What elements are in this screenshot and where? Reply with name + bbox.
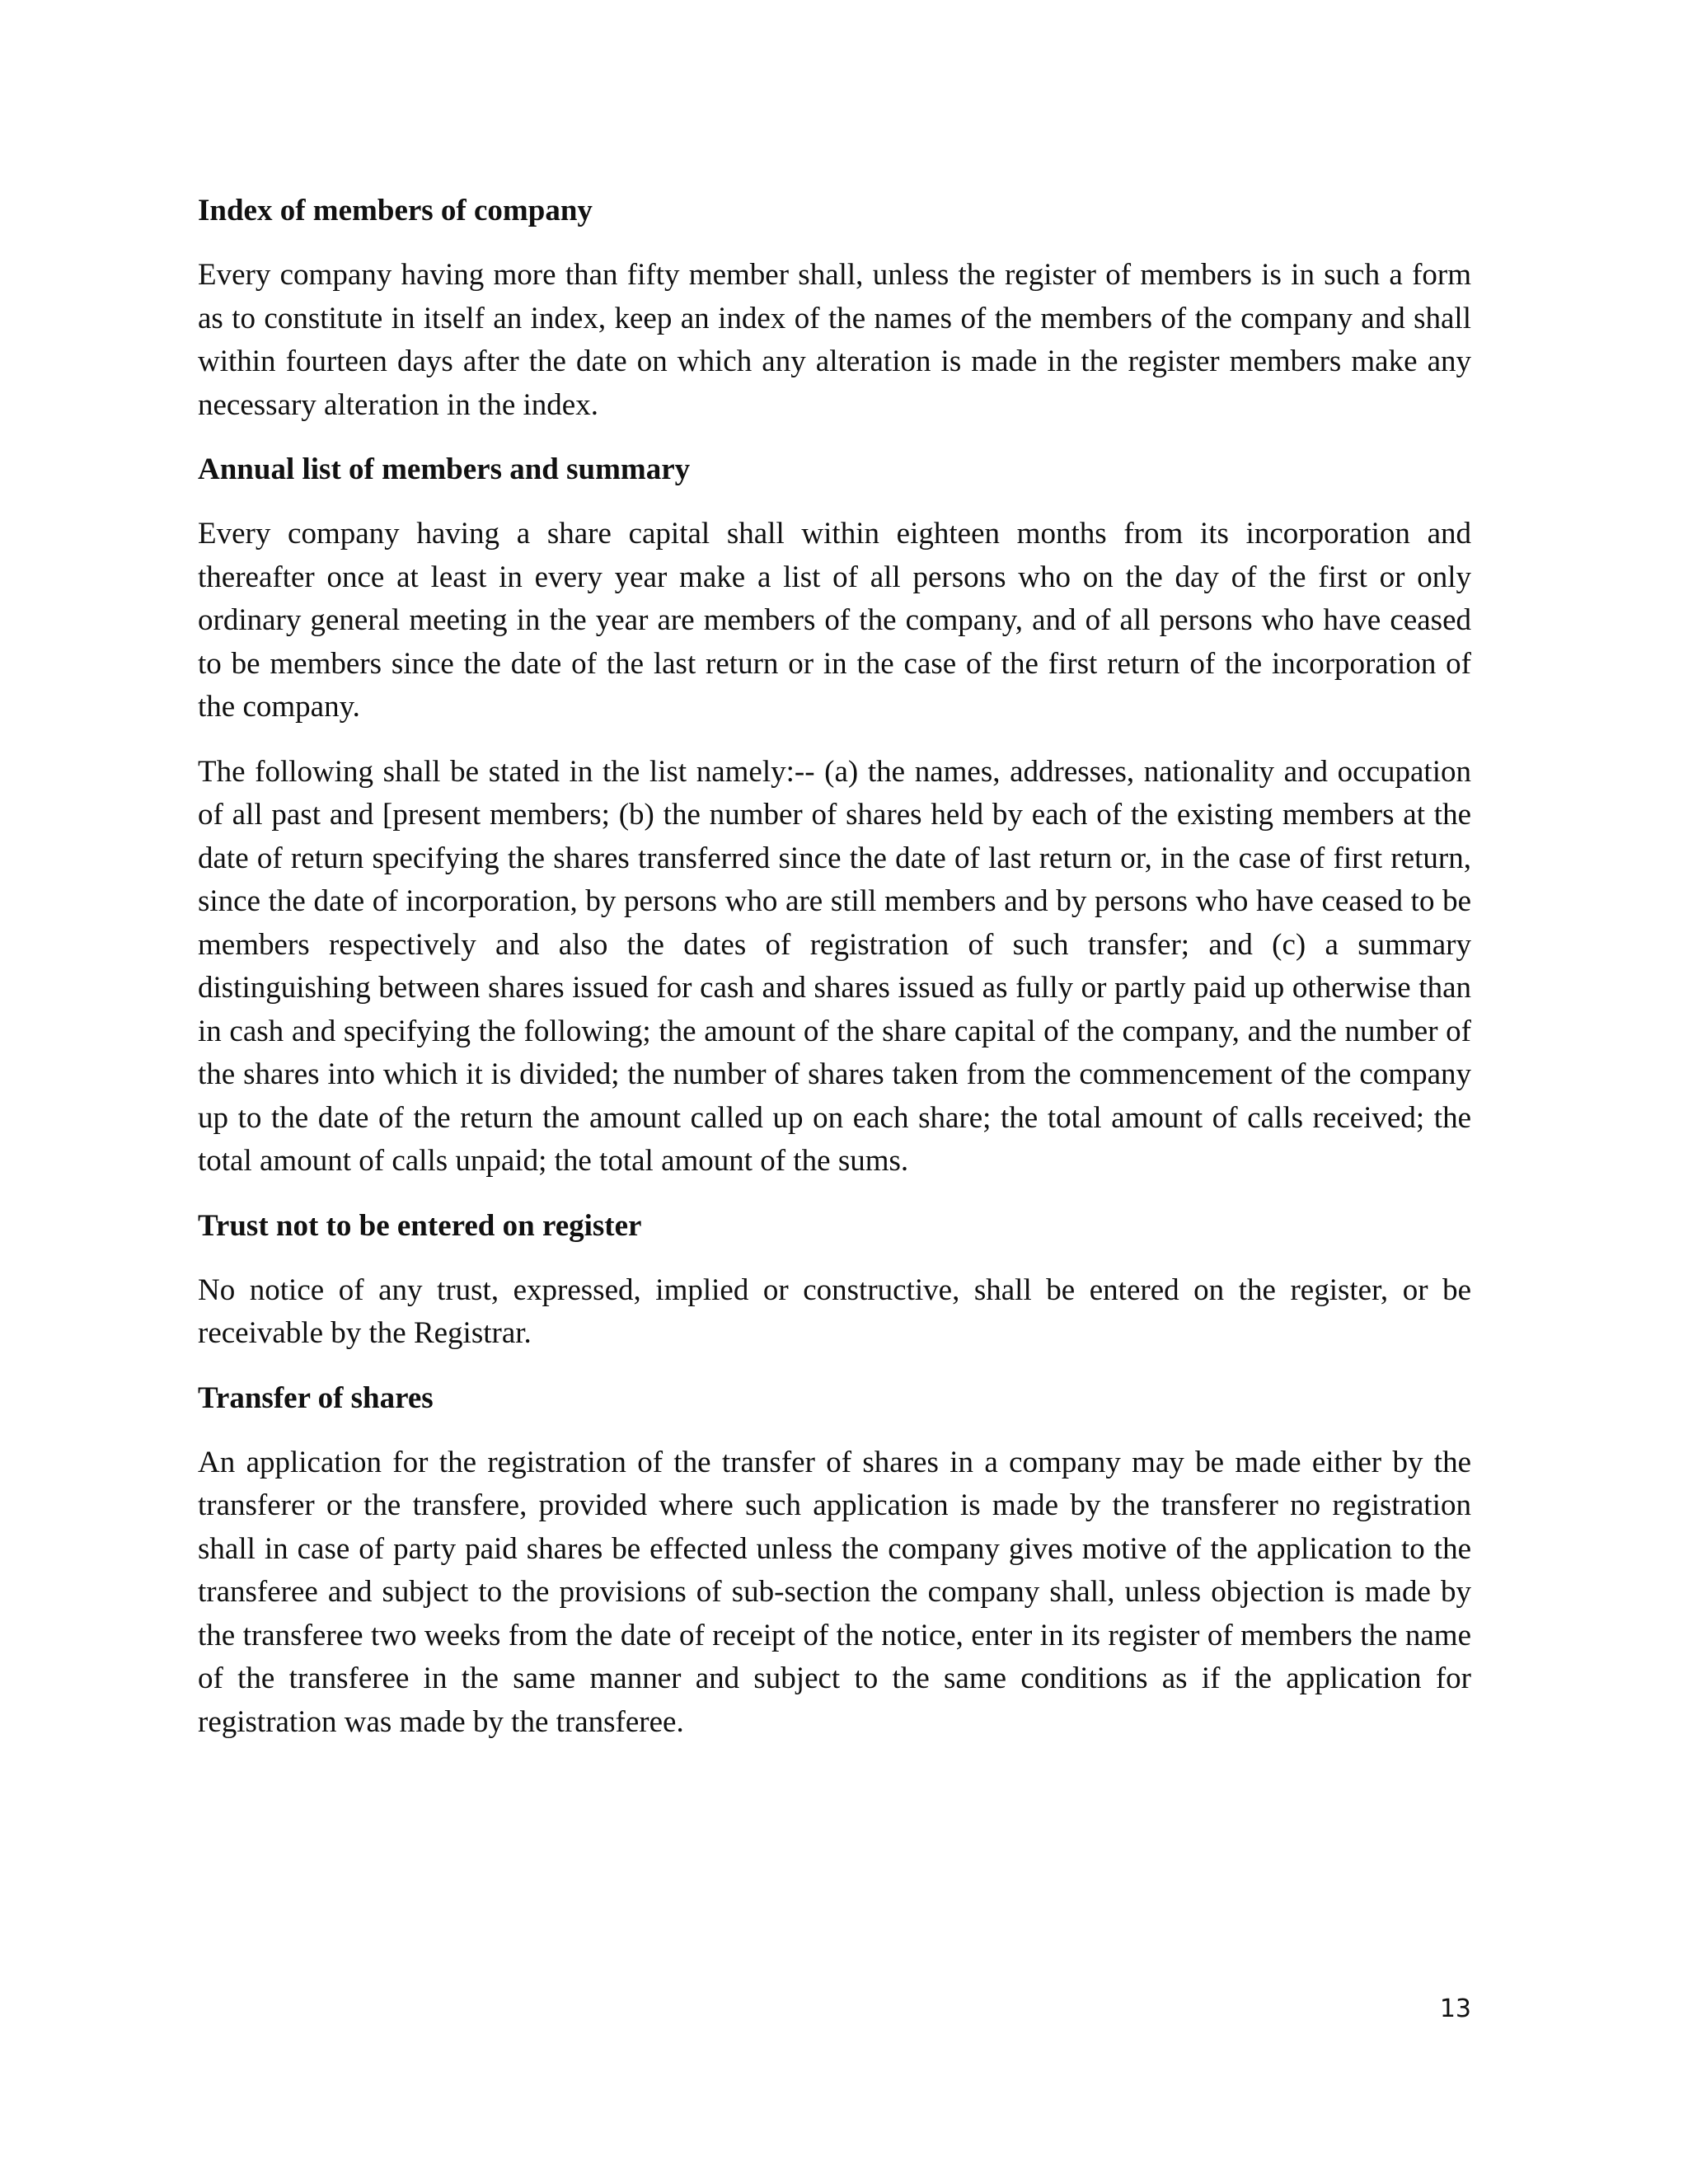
section-paragraph-annual-list-2: The following shall be stated in the list namely:-- (a) the names, addresses, nationality and occupation of all past and [present members; (b) the number of shares held by each of the existing members at the date of return specifying the shares transferred since the date of last return or, in the case of first return, since the date of incorporation, by persons who are still members and by persons who have ceased to be members respectively and also the dates of registration of such transfer; and (c) a summary distinguishing between shares issued for cash and shares issued as fully or partly paid up otherwise than in cash and specifying the following; the amount of the share capital of the company, and the number of the shares into which it is divided; the number of shares taken from the commencement of the company up to the date of the return the amount called up on each share; the total amount of calls received; the total amount of calls unpaid; the total amount of the sums. (198, 754, 1471, 1178)
section-paragraph-index-of-members: Every company having more than fifty member shall, unless the register of members is in such a form as to constitute in itself an index, keep an index of the names of the members of the company and shall within fourteen days after the date on which any alteration is made in the register members make any necessary alteration in the index. (198, 258, 1471, 422)
section-heading-index-of-members: Index of members of company (198, 194, 593, 227)
document-body (198, 190, 1471, 1765)
section-paragraph-trust: No notice of any trust, expressed, implied or constructive, shall be entered on the register, or be receivable by the Registrar. (198, 1272, 1471, 1350)
section-heading-annual-list: Annual list of members and summary (198, 452, 691, 486)
section-heading-transfer-of-shares: Transfer of shares (198, 1380, 434, 1415)
section-paragraph-annual-list-1: Every company having a share capital shall within eighteen months from its incorporation and thereafter once at least in every year make a list of all persons who on the day of the first or only ordinary general meeting in the year are members of the company, and of all persons who have ceased to be members since the date of the last return or in the case of the first return of the incorporation of the company. (198, 517, 1471, 724)
section-heading-trust: Trust not to be entered on register (198, 1208, 642, 1243)
section-paragraph-transfer-of-shares: An application for the registration of the transfer of shares in a company may be made either by the transferer or the transfere, provided where such application is made by the transferer no registration shall in case of party paid shares be effected unless the company gives motive of the application to the transferee and subject to the provisions of sub-section the company shall, unless objection is made by the transferee two weeks from the date of receipt of the notice, enter in its register of members the name of the transferee in the same manner and subject to the same conditions as if the application for registration was made by the transferee. (198, 1445, 1471, 1739)
page-number: 13 (1439, 1994, 1471, 2023)
